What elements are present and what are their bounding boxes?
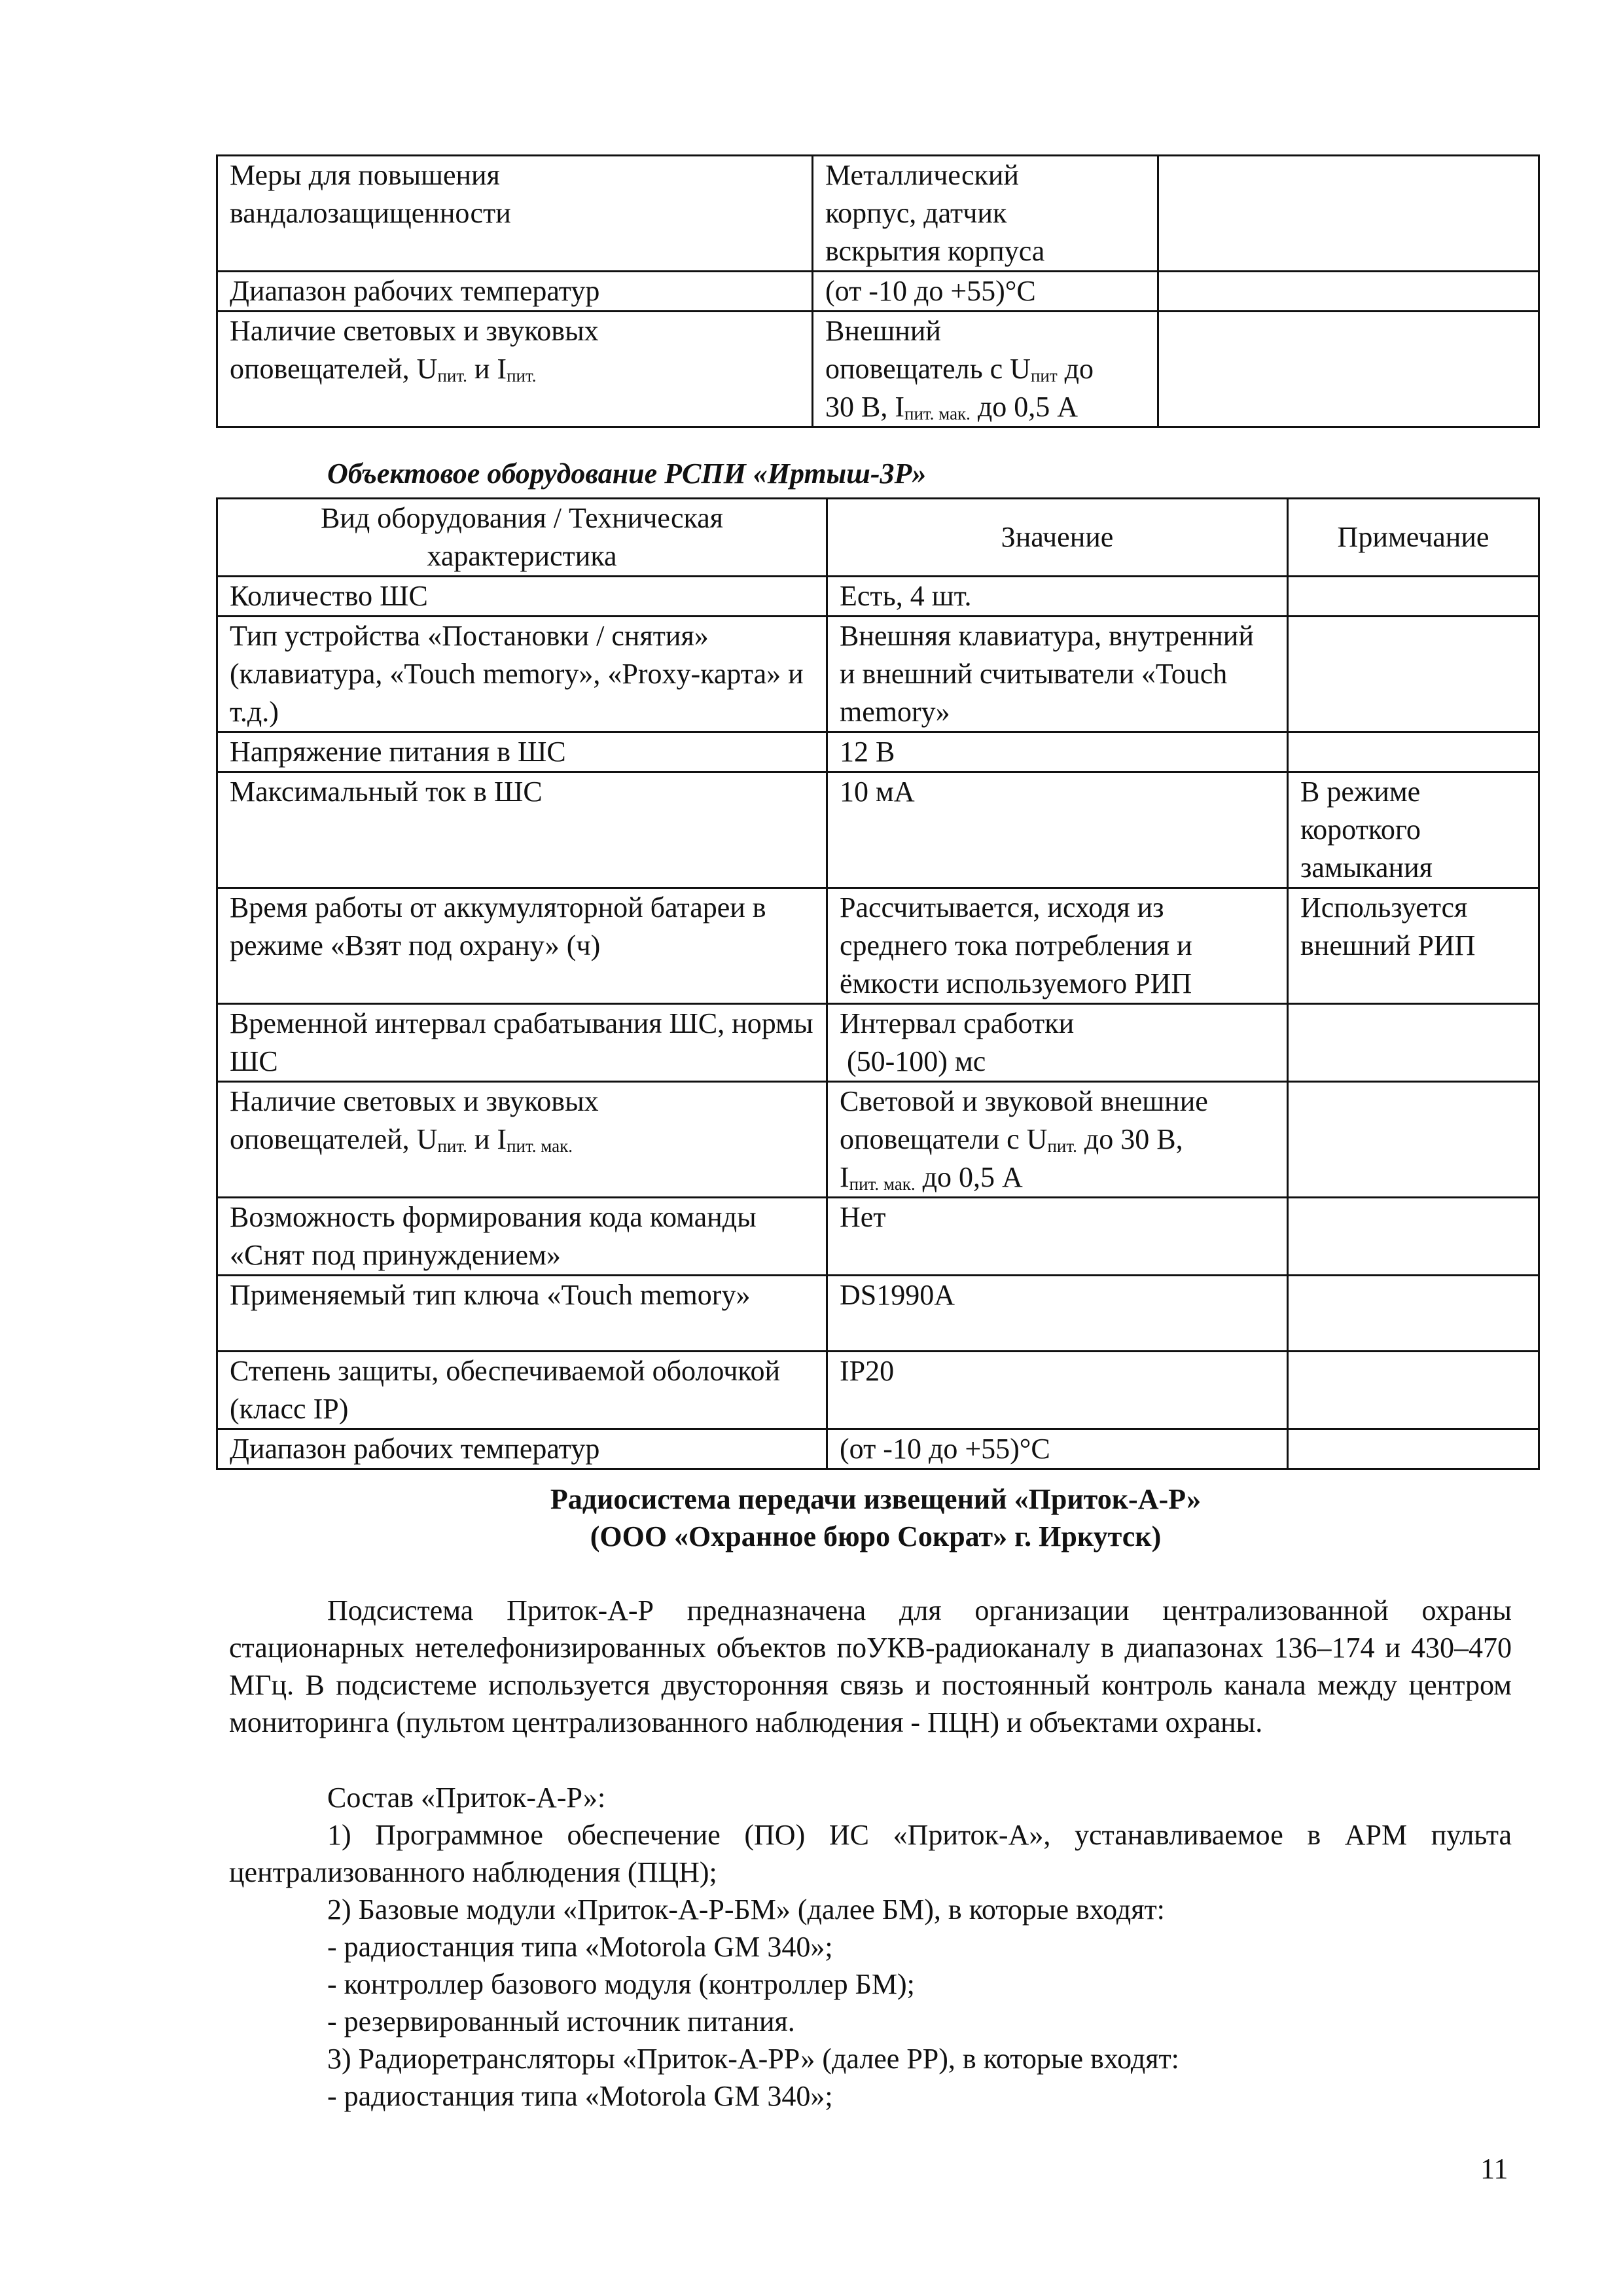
- table-row: [217, 772, 1539, 888]
- page-number: 11: [1480, 2153, 1508, 2185]
- table-cell: Применяемый тип ключа «Touch memory»: [217, 1276, 827, 1352]
- table-continuation: [216, 154, 1540, 428]
- list-item: - радиостанция типа «Motorola GM 340»;: [327, 1931, 833, 1963]
- table-cell: [1288, 1082, 1539, 1198]
- table-row: [217, 1082, 1539, 1198]
- table-row: [217, 1352, 1539, 1429]
- section-heading: [220, 1480, 1531, 1555]
- equipment-table: [216, 497, 1540, 1470]
- table-cell: Внешняя клавиатура, внутренний и внешний считыватели «Touch memory»: [827, 617, 1288, 732]
- table-cell: [1288, 1004, 1539, 1082]
- table-cell: 12 В: [827, 732, 1288, 772]
- table-cell: Световой и звуковой внешние оповещатели с $U_{пит.}$ до 30 В, $I_{пит. мак.}$ до 0,5 А: [827, 1082, 1288, 1198]
- table-cell: [1158, 156, 1539, 272]
- table-row: [217, 732, 1539, 772]
- table-cell: [1288, 1198, 1539, 1276]
- table-cell: Диапазон рабочих температур: [217, 1429, 827, 1469]
- table-row: [217, 1004, 1539, 1082]
- table-row: [217, 272, 1539, 312]
- table-cell: 10 мА: [827, 772, 1288, 888]
- list-item: 2) Базовые модули «Приток-А-Р-БМ» (далее БМ), в которые входят:: [327, 1893, 1165, 1926]
- table-cell: [1288, 732, 1539, 772]
- table-cell: Внешний оповещатель с $U_{пит}$ до 30 В, $I_{пит. мак.}$ до 0,5 А: [813, 312, 1158, 427]
- table-cell: [1288, 617, 1539, 732]
- list-item: Состав «Приток-А-Р»:: [327, 1782, 606, 1814]
- section-title-line: Радиосистема передачи извещений «Приток-А-Р»: [550, 1483, 1202, 1515]
- table-cell: Возможность формирования кода команды «Снят под принуждением»: [217, 1198, 827, 1276]
- table-cell: [1158, 272, 1539, 312]
- table-cell: [1288, 1276, 1539, 1352]
- list-item: - контроллер базового модуля (контроллер БМ);: [327, 1968, 915, 2000]
- table-row: [217, 1198, 1539, 1276]
- table-row: [217, 1429, 1539, 1469]
- table-cell: Меры для повышения вандалозащищенности: [217, 156, 813, 272]
- table-cell: Время работы от аккумуляторной батареи в режиме «Взят под охрану» (ч): [217, 888, 827, 1004]
- body-paragraph: Подсистема Приток-А-Р предназначена для организации централизованной охраны стационарных нетелефонизированных объектов поУКВ-радиоканалу в диапазонах 136–174 и 430–470 МГц. В подсистеме используется двусторонняя связь и постоянный контроль канала между центром мониторинга (пультом централизованного наблюдения - ПЦН) и объектами охраны.: [229, 1594, 1512, 1738]
- table-cell: Тип устройства «Постановки / снятия» (клавиатура, «Touch memory», «Proxy-карта» и т.д.): [217, 617, 827, 732]
- table-cell: [1288, 1352, 1539, 1429]
- table-cell: [1288, 577, 1539, 617]
- table-cell: [1158, 312, 1539, 427]
- table-row: [217, 617, 1539, 732]
- list-item: - резервированный источник питания.: [327, 2005, 795, 2037]
- table-cell: IP20: [827, 1352, 1288, 1429]
- table-cell: Диапазон рабочих температур: [217, 272, 813, 312]
- composition-list: [229, 1779, 1512, 2115]
- table-cell: Используется внешний РИП: [1288, 888, 1539, 1004]
- table-cell: Наличие световых и звуковых оповещателей, $U_{пит.}$ и $I_{пит.}$: [217, 312, 813, 427]
- column-header: Значение: [827, 499, 1288, 577]
- table-cell: Интервал сработки (50-100) мс: [827, 1004, 1288, 1082]
- table-row: [217, 888, 1539, 1004]
- table-cell: Напряжение питания в ШС: [217, 732, 827, 772]
- section-title-line: (ООО «Охранное бюро Сократ» г. Иркутск): [590, 1520, 1162, 1552]
- table-caption: Объектовое оборудование РСПИ «Иртыш-3Р»: [327, 457, 927, 490]
- table-row: [217, 156, 1539, 272]
- table-row: [217, 312, 1539, 427]
- table-cell: (от -10 до +55)°С: [813, 272, 1158, 312]
- column-header: Вид оборудования / Техническая характеристика: [217, 499, 827, 577]
- table-cell: В режиме короткого замыкания: [1288, 772, 1539, 888]
- table-cell: (от -10 до +55)°С: [827, 1429, 1288, 1469]
- table-cell: Количество ШС: [217, 577, 827, 617]
- table-header-row: [217, 499, 1539, 577]
- table-cell: Нет: [827, 1198, 1288, 1276]
- table-cell: DS1990A: [827, 1276, 1288, 1352]
- table-row: [217, 1276, 1539, 1352]
- table-cell: Временной интервал срабатывания ШС, нормы ШС: [217, 1004, 827, 1082]
- table-cell: Металлический корпус, датчик вскрытия корпуса: [813, 156, 1158, 272]
- table-cell: Максимальный ток в ШС: [217, 772, 827, 888]
- table-cell: Степень защиты, обеспечиваемой оболочкой (класс IP): [217, 1352, 827, 1429]
- table-row: [217, 577, 1539, 617]
- list-item: 3) Радиоретрансляторы «Приток-А-РР» (далее РР), в которые входят:: [327, 2043, 1179, 2075]
- list-item: - радиостанция типа «Motorola GM 340»;: [327, 2080, 833, 2112]
- table-cell: Наличие световых и звуковых оповещателей, $U_{пит.}$ и $I_{пит. мак.}$: [217, 1082, 827, 1198]
- list-item: 1) Программное обеспечение (ПО) ИС «Приток-А», устанавливаемое в АРМ пульта централизованного наблюдения (ПЦН);: [229, 1819, 1512, 1888]
- table-cell: Рассчитывается, исходя из среднего тока потребления и ёмкости используемого РИП: [827, 888, 1288, 1004]
- column-header: Примечание: [1288, 499, 1539, 577]
- table-cell: Есть, 4 шт.: [827, 577, 1288, 617]
- table-cell: [1288, 1429, 1539, 1469]
